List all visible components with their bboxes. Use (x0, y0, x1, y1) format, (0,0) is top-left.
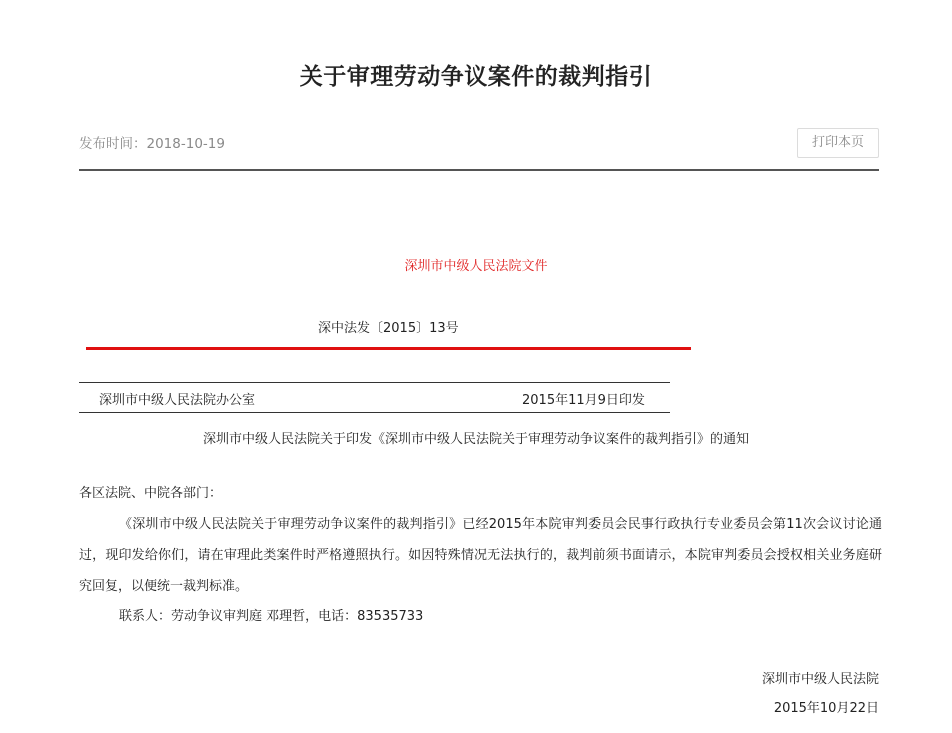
red-divider (86, 347, 691, 350)
print-button[interactable]: 打印本页 (797, 128, 879, 158)
body-paragraph: 《深圳市中级人民法院关于审理劳动争议案件的裁判指引》已经2015年本院审判委员会民事行政执行专业委员会第11次会议讨论通过，现印发给你们，请在审理此类案件时严格遵照执行。如因特殊情况无法执行的，裁判前须书面请示，本院审判委员会授权相关业务庭研究回复，以便统一裁判标准。 (79, 517, 882, 594)
signature-date: 2015年10月22日 (773, 701, 879, 716)
publish-label: 发布时间： (79, 136, 147, 152)
addressee: 各区法院、中院各部门： (79, 486, 223, 501)
office-issue-date: 2015年11月9日印发 (522, 393, 645, 408)
office-row-top-rule (79, 382, 670, 383)
signature-org: 深圳市中级人民法院 (761, 672, 879, 687)
office-name: 深圳市中级人民法院办公室 (99, 393, 256, 408)
header-divider (79, 169, 879, 171)
document-number: 深中法发〔2015〕13号 (318, 321, 459, 336)
publish-date: 2018-10-19 (146, 136, 225, 152)
contact-info: 联系人：劳动争议审判庭 邓理哲，电话：83535733 (119, 609, 424, 624)
notice-title: 深圳市中级人民法院关于印发《深圳市中级人民法院关于审理劳动争议案件的裁判指引》的通知 (202, 432, 749, 447)
office-row-bottom-rule (79, 412, 670, 413)
issuing-org-heading: 深圳市中级人民法院文件 (404, 259, 548, 274)
publish-info (79, 132, 225, 152)
page-title: 关于审理劳动争议案件的裁判指引 (299, 64, 653, 90)
